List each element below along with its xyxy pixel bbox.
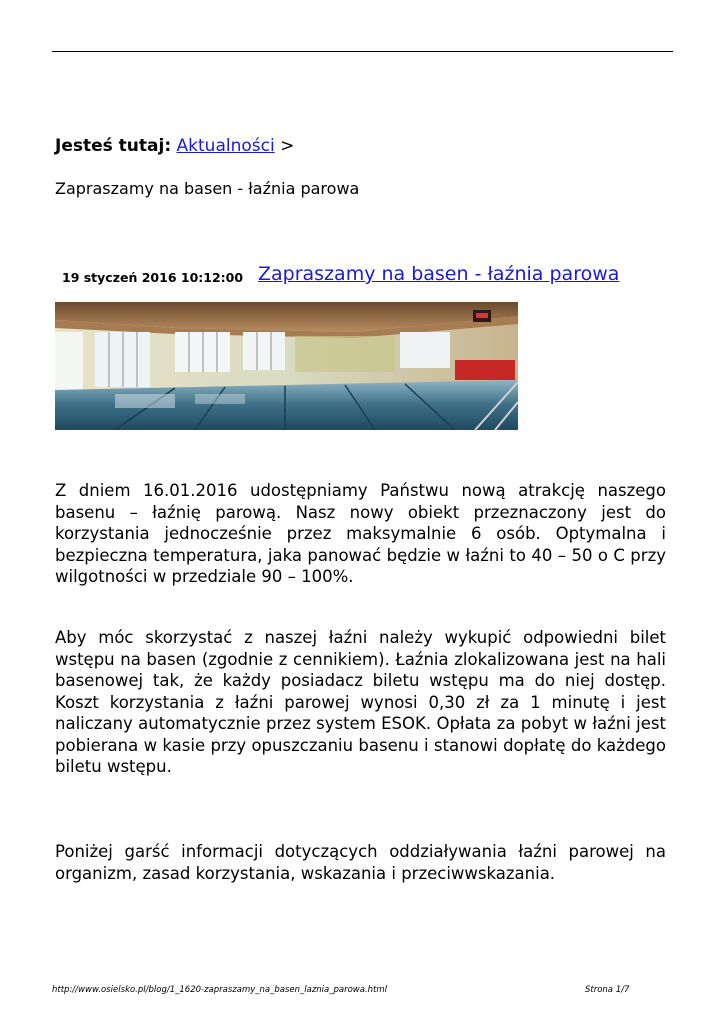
breadcrumb-label: Jesteś tutaj: bbox=[55, 136, 172, 156]
header-rule bbox=[52, 51, 673, 52]
post-date: 19 styczeń 2016 10:12:00 bbox=[62, 270, 244, 285]
footer-page-number: Strona 1/7 bbox=[585, 985, 630, 995]
paragraph-intro: Z dniem 16.01.2016 udostępniamy Państwu nową atrakcję naszego basenu – łaźnię parową. Nasz nowy obiekt przeznaczony jest do korzystania jednocześnie przez maksymalnie 6 osób. Optymalna i bezpieczna temperatura, jaka panować będzie w łaźni to 40 – 50 o C przy wilgotności w przedziale 90 – 100%. bbox=[55, 481, 666, 586]
indoor-pool-photo bbox=[55, 302, 518, 430]
post-title-link[interactable]: Zapraszamy na basen - łaźnia parowa bbox=[258, 263, 620, 285]
page-title: Zapraszamy na basen - łaźnia parowa bbox=[55, 179, 360, 198]
breadcrumb bbox=[55, 136, 294, 156]
footer-url: http://www.osielsko.pl/blog/1_1620-zapraszamy_na_basen_laznia_parowa.html bbox=[52, 985, 388, 995]
breadcrumb-link-news[interactable]: Aktualności bbox=[176, 136, 275, 156]
breadcrumb-separator: > bbox=[280, 136, 295, 156]
paragraph-info: Poniżej garść informacji dotyczących oddziaływania łaźni parowej na organizm, zasad korzystania, wskazania i przeciwwskazania. bbox=[55, 842, 666, 883]
paragraph-pricing: Aby móc skorzystać z naszej łaźni należy wykupić odpowiedni bilet wstępu na basen (zgodnie z cennikiem). Łaźnia zlokalizowana jest na hali basenowej tak, że każdy posiadacz biletu wstępu ma do niej dostęp. Koszt korzystania z łaźni parowej wynosi 0,30 zł za 1 minutę i jest naliczany automatycznie przez system ESOK. Opłata za pobyt w łaźni jest pobierana w kasie przy opuszczaniu basenu i stanowi dopłatę do każdego biletu wstępu. bbox=[55, 628, 666, 776]
